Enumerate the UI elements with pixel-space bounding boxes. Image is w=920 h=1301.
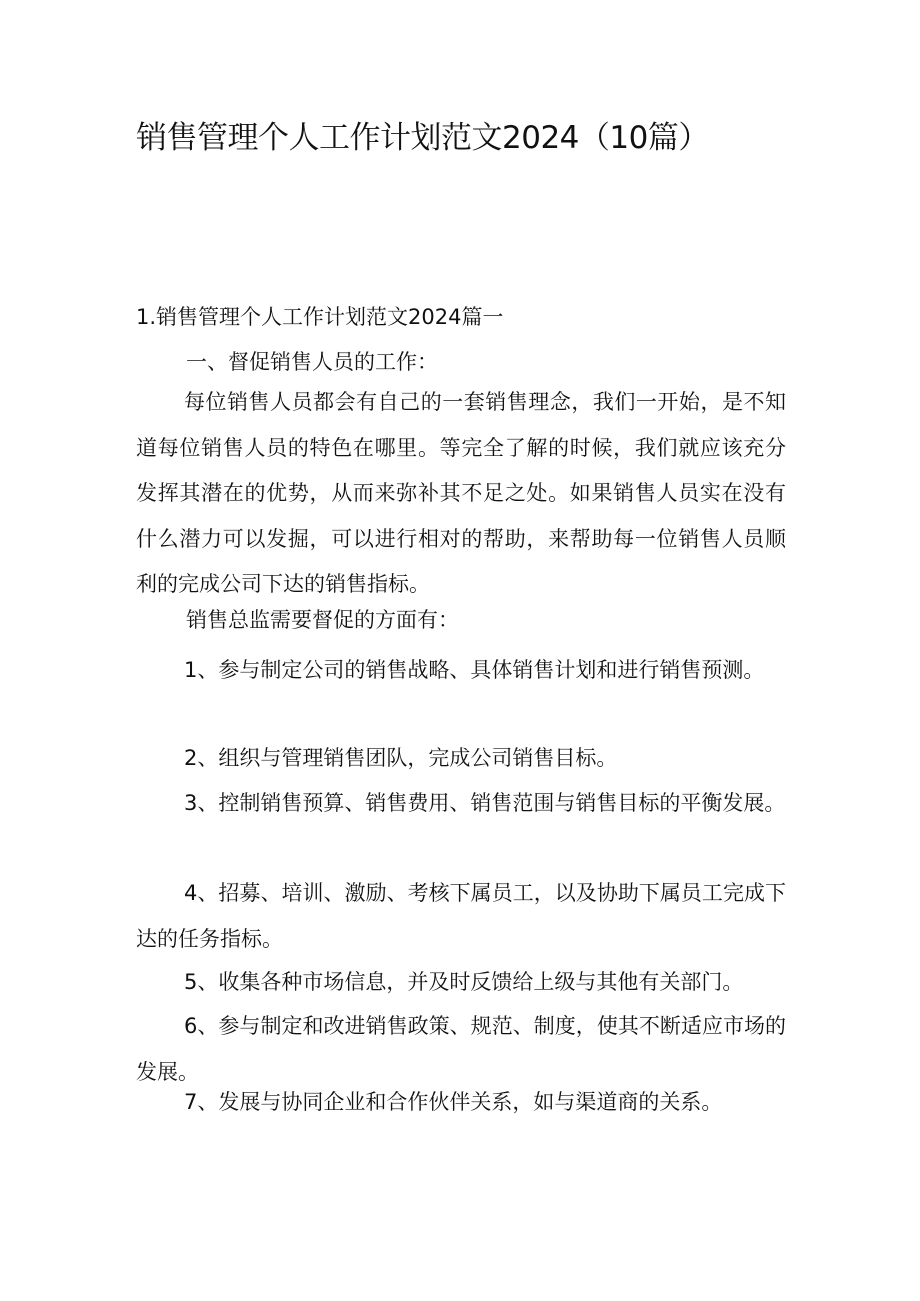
section-heading: 1.销售管理个人工作计划范文2024篇一 (136, 305, 504, 329)
list-item: 7、发展与协同企业和合作伙伴关系，如与渠道商的关系。 (184, 1090, 723, 1114)
list-item: 1、参与制定公司的销售战略、具体销售计划和进行销售预测。 (184, 658, 765, 682)
document-title: 销售管理个人工作计划范文2024（10篇） (136, 120, 709, 156)
list-item: 3、控制销售预算、销售费用、销售范围与销售目标的平衡发展。 (184, 791, 786, 815)
list-item: 4、招募、培训、激励、考核下属员工，以及协助下属员工完成下达的任务指标。 (136, 881, 786, 951)
list-item: 5、收集各种市场信息，并及时反馈给上级与其他有关部门。 (184, 970, 744, 994)
subheading: 一、督促销售人员的工作： (186, 350, 438, 374)
intro-paragraph: 每位销售人员都会有自己的一套销售理念，我们一开始，是不知道每位销售人员的特色在哪里。等完全了解的时候，我们就应该充分发挥其潜在的优势，从而来弥补其不足之处。如果销售人员实在没有什么潜力可以发掘，可以进行相对的帮助，来帮助每一位销售人员顺利的完成公司下达的销售指标。 (136, 390, 786, 596)
list-item: 6、参与制定和改进销售政策、规范、制度，使其不断适应市场的发展。 (136, 1014, 786, 1084)
list-intro: 销售总监需要督促的方面有： (186, 608, 459, 632)
list-item: 2、组织与管理销售团队，完成公司销售目标。 (184, 746, 618, 770)
